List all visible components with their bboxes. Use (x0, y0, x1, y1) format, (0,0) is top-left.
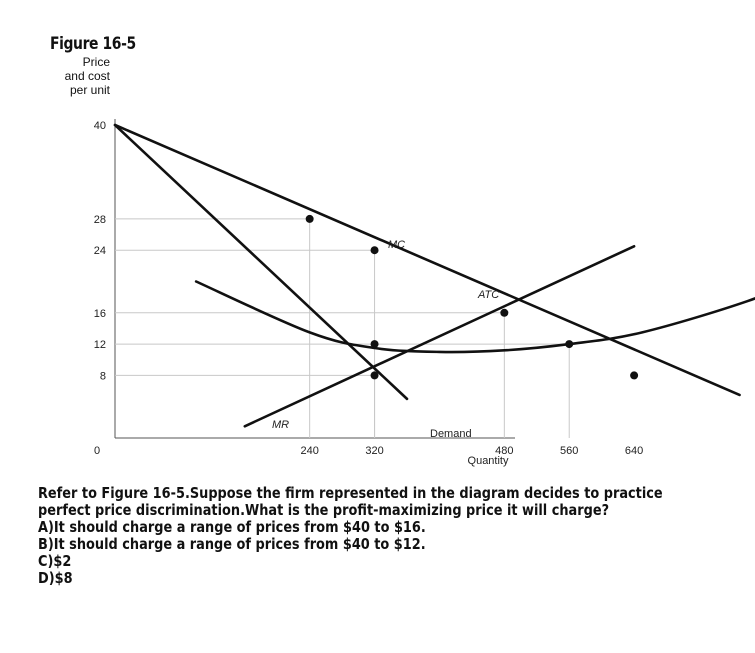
y-axis-label-line-1: Price (82, 55, 110, 69)
x-tick-label-640: 640 (624, 445, 644, 457)
x-tick-label-560: 560 (560, 445, 579, 457)
y-tick-label-8: 8 (99, 370, 106, 383)
demand-curve-label: Demand (430, 428, 472, 440)
atc-curve-label: ATC (478, 289, 500, 301)
mc-curve-label: MC (388, 239, 406, 251)
question-text-line-2: perfect price discrimination.What is the profit-maximizing price it will charge? (38, 501, 610, 519)
y-tick-label-12: 12 (93, 339, 106, 352)
answer-option-a: A)It should charge a range of prices from $40 to $16. (38, 518, 426, 536)
data-point-5 (565, 340, 573, 348)
question-block (38, 485, 726, 587)
mr-curve-label: MR (272, 419, 290, 431)
demand-curve (115, 125, 740, 395)
answer-option-c: C)$2 (38, 552, 72, 570)
question-text-line-1: Refer to Figure 16-5.Suppose the firm represented in the diagram decides to practice (38, 484, 663, 502)
data-point-4 (500, 309, 508, 317)
mr-curve (115, 125, 407, 399)
mc-curve (245, 246, 634, 426)
y-tick-label-24: 24 (93, 245, 106, 258)
data-point-6 (630, 371, 638, 379)
y-tick-label-40: 40 (93, 120, 106, 132)
data-point-1 (371, 246, 379, 254)
x-tick-label-320: 320 (365, 445, 384, 457)
data-point-0 (306, 215, 314, 223)
x-axis-label: Quantity (467, 455, 509, 467)
data-point-3 (371, 371, 379, 379)
data-point-2 (371, 340, 379, 348)
answer-option-b: B)It should charge a range of prices from $40 to $12. (38, 535, 426, 553)
x-tick-label-240: 240 (300, 445, 319, 457)
x-tick-label-480: 480 (495, 445, 514, 457)
origin-label: 0 (93, 445, 101, 457)
y-axis-label-line-3: per unit (69, 83, 110, 97)
answer-option-d: D)$8 (38, 569, 73, 587)
y-tick-label-16: 16 (93, 307, 106, 320)
figure-title: Figure 16-5 (50, 34, 136, 54)
y-axis-label-line-2: and cost (64, 69, 110, 83)
y-tick-label-28: 28 (93, 213, 106, 226)
